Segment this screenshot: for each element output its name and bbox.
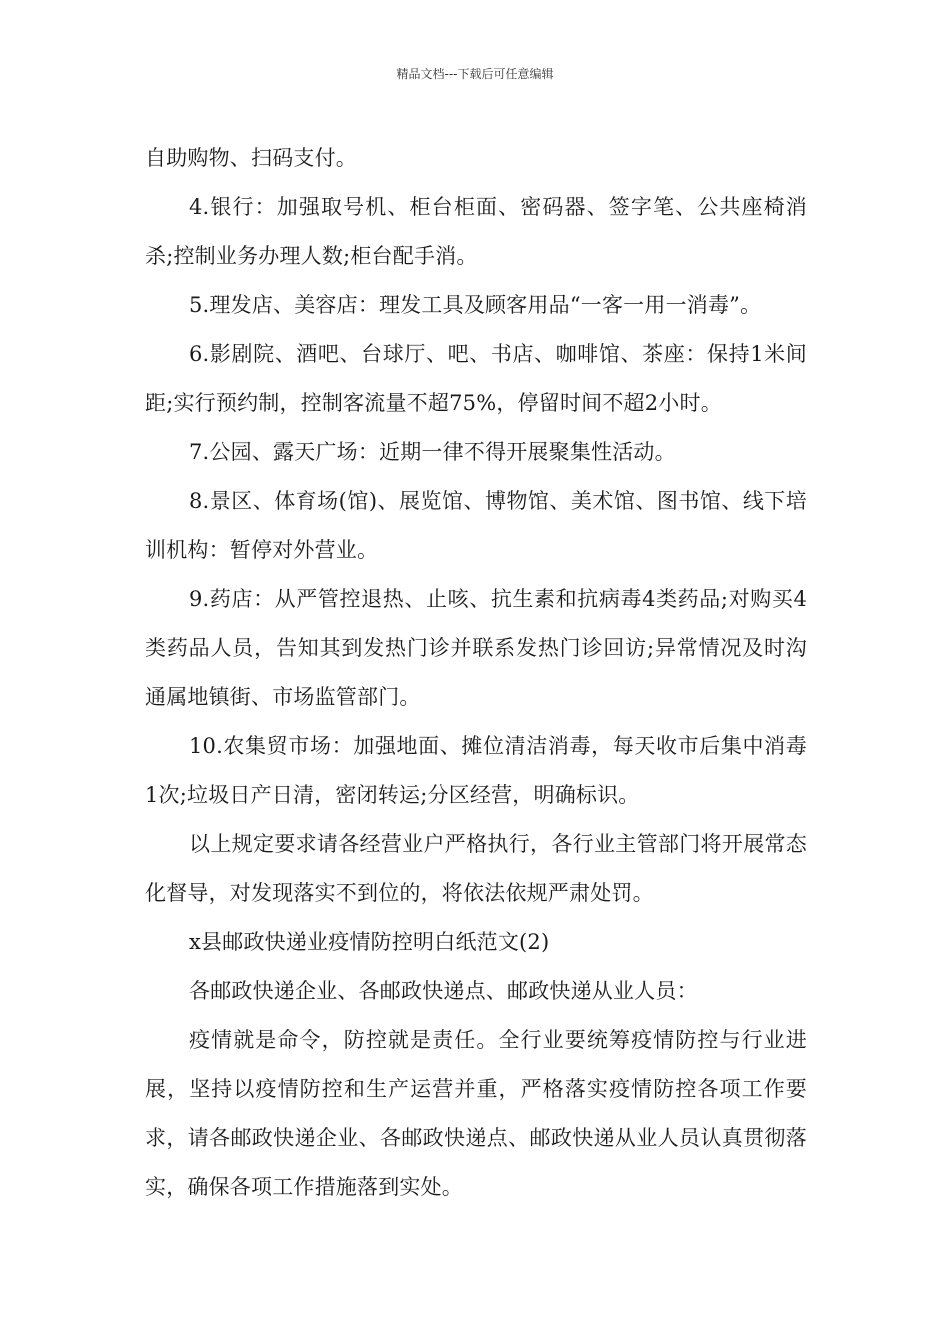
paragraph-2: 4.银行：加强取号机、柜台柜面、密码器、签字笔、公共座椅消杀;控制业务办理人数;柜台配手消。 [145, 195, 807, 268]
paragraph-1: 自助购物、扫码支付。 [145, 146, 357, 170]
paragraph-4: 6.影剧院、酒吧、台球厅、吧、书店、咖啡馆、茶座：保持1米间距;实行预约制，控制客流量不超75%，停留时间不超2小时。 [145, 342, 807, 415]
paragraph-3: 5.理发店、美容店：理发工具及顾客用品“一客一用一消毒”。 [189, 293, 762, 317]
document-body [145, 134, 807, 1212]
paragraph-5: 7.公园、露天广场：近期一律不得开展聚集性活动。 [189, 440, 676, 464]
page-header: 精品文档---下载后可任意编辑 [396, 67, 554, 81]
salutation: 各邮政快递企业、各邮政快递点、邮政快递从业人员： [189, 979, 698, 1003]
paragraph-9: 以上规定要求请各经营业户严格执行，各行业主管部门将开展常态化督导，对发现落实不到位的，将依法依规严肃处罚。 [145, 832, 807, 905]
paragraph-12: 疫情就是命令，防控就是责任。全行业要统筹疫情防控与行业进展，坚持以疫情防控和生产运营并重，严格落实疫情防控各项工作要求，请各邮政快递企业、各邮政快递点、邮政快递从业人员认真贯彻落实，确保各项工作措施落到实处。 [145, 1028, 807, 1199]
paragraph-7: 9.药店：从严管控退热、止咳、抗生素和抗病毒4类药品;对购买4类药品人员，告知其到发热门诊并联系发热门诊回访;异常情况及时沟通属地镇街、市场监管部门。 [145, 587, 807, 709]
paragraph-6: 8.景区、体育场(馆)、展览馆、博物馆、美术馆、图书馆、线下培训机构：暂停对外营业。 [145, 489, 807, 562]
paragraph-8: 10.农集贸市场：加强地面、摊位清洁消毒，每天收市后集中消毒1次;垃圾日产日清，密闭转运;分区经营，明确标识。 [145, 734, 807, 807]
section-title: x县邮政快递业疫情防控明白纸范文(2) [189, 930, 550, 954]
